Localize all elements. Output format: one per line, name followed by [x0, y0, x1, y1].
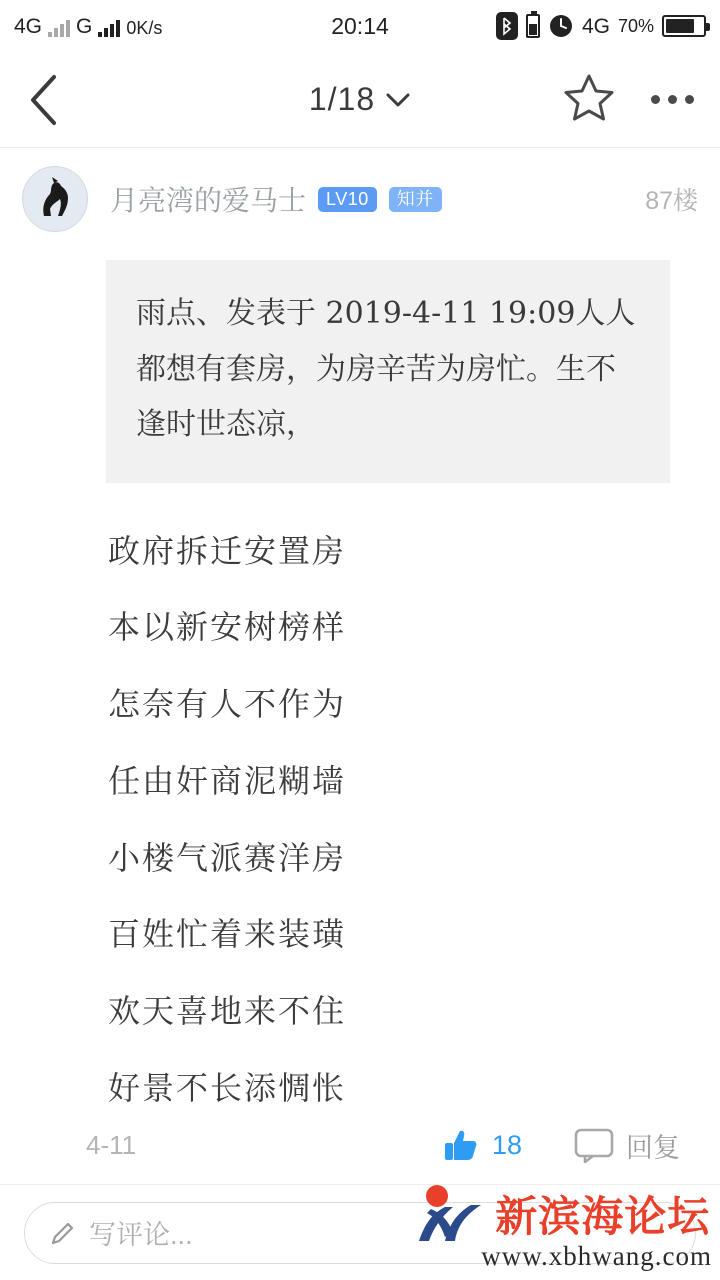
network-type-label: 4G [14, 14, 43, 38]
network-type-3-label: 4G [581, 14, 610, 38]
bluetooth-icon [496, 12, 518, 40]
poem-body [108, 513, 698, 1107]
signal-bars-icon [48, 17, 70, 37]
nav-bar-right [563, 72, 694, 127]
poem-line: 政府拆迁安置房 [108, 531, 347, 570]
user-level-badge: LV10 [318, 187, 377, 212]
watermark-site-name: 新滨海论坛 [495, 1192, 711, 1241]
network-type-2-label: G [76, 14, 93, 38]
status-bar-left [14, 16, 162, 37]
more-dots-icon [651, 95, 660, 104]
battery-small-icon [526, 14, 540, 38]
poem-line: 怎奈有人不作为 [108, 685, 347, 724]
post-content [0, 242, 720, 1106]
chevron-left-icon [26, 72, 60, 128]
avatar[interactable] [22, 166, 88, 232]
user-tag-badge: 知并 [389, 187, 442, 212]
post-header [0, 148, 720, 242]
like-button[interactable] [442, 1126, 522, 1164]
page-indicator-label: 1/18 [308, 81, 376, 117]
thumbs-up-icon [442, 1126, 480, 1164]
nav-bar [0, 52, 720, 148]
like-count: 18 [491, 1129, 522, 1160]
status-bar-clock: 20:14 [331, 12, 389, 39]
poem-line: 百姓忙着来装璜 [108, 915, 347, 954]
poem-line: 好景不长添惆怅 [108, 1069, 347, 1106]
star-icon [563, 72, 615, 122]
alarm-clock-icon [548, 13, 574, 39]
status-bar [0, 0, 720, 52]
watermark-url: www.xbhwang.com [481, 1241, 712, 1271]
comment-input[interactable] [24, 1202, 696, 1264]
post-actions [0, 1106, 720, 1184]
post-date: 4-11 [86, 1129, 137, 1160]
floor-number: 87楼 [645, 187, 698, 215]
comment-bubble-icon [574, 1127, 614, 1163]
user-avatar-horse [24, 168, 86, 230]
pencil-icon [49, 1219, 77, 1247]
post-username[interactable]: 月亮湾的爱马士 [110, 185, 307, 216]
poem-line: 欢天喜地来不住 [108, 992, 347, 1031]
back-button[interactable] [26, 70, 74, 130]
favorite-button[interactable] [563, 72, 615, 127]
reply-button[interactable] [574, 1126, 680, 1165]
status-bar-right [496, 12, 706, 40]
poem-line: 本以新安树榜样 [108, 608, 347, 647]
signal-bars-2-icon [98, 17, 120, 37]
battery-icon [662, 15, 706, 37]
quoted-text: 雨点、发表于 2019-4-11 19:09人人都想有套房，为房辛苦为房忙。生不逢时世态凉， [106, 260, 670, 483]
reply-label: 回复 [626, 1132, 680, 1163]
poem-line: 任由奸商泥糊墙 [108, 761, 347, 800]
more-options-button[interactable] [651, 95, 694, 104]
comment-placeholder: 写评论... [89, 1220, 193, 1250]
post-actions-right [442, 1126, 680, 1165]
chevron-down-icon [385, 91, 411, 109]
comment-bar [0, 1184, 720, 1280]
poem-line: 小楼气派赛洋房 [108, 838, 347, 877]
battery-percent-label: 70% [617, 16, 654, 36]
network-speed-label: 0K/s [126, 17, 163, 38]
